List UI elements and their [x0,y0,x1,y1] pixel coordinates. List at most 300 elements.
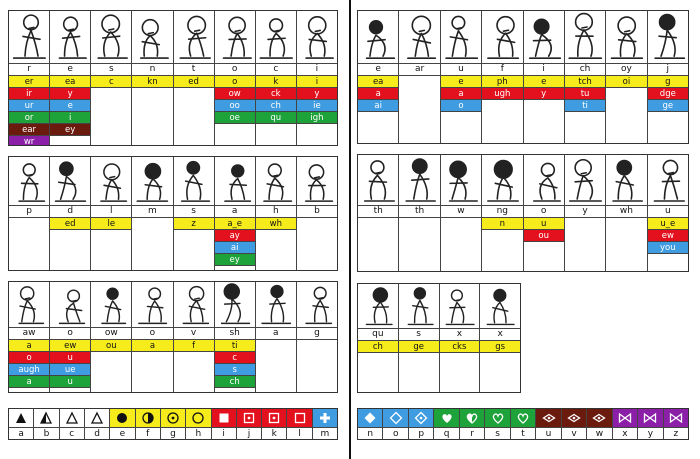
key-row [9,409,337,439]
phonogram-column [606,11,647,143]
spelling-chip: oo [215,100,255,112]
character-illustration-icon [480,284,520,328]
key-letter: k [271,429,277,439]
spelling-chip: i [297,76,337,88]
spelling-chip: tch [565,76,605,88]
spelling-chip: ti [565,100,605,112]
diamond-solid-icon [363,411,377,425]
sound-label: qu [358,329,398,341]
sound-label: a [256,328,296,340]
phonogram-column [565,11,606,143]
phonogram-column [91,11,132,145]
spelling-chip: ch [256,100,296,112]
spelling-chip: f [174,340,214,352]
sound-label: oy [606,64,646,76]
panel-columns [9,11,337,145]
key-row [358,409,688,439]
spelling-chip: er [9,76,49,88]
character-illustration-icon [9,282,49,327]
spelling-chip: u [524,218,564,230]
key-cell [34,409,59,439]
key-symbol [664,409,688,428]
triangle-solid-icon [14,411,28,425]
left-page [0,0,349,459]
spelling-chip: ir [9,88,49,100]
key-cell [212,409,237,439]
character-illustration-icon [441,11,481,63]
eye-icon [592,411,606,425]
character-illustration-icon [91,157,131,205]
picture-cell [399,155,439,206]
spelling-chip: ea [358,76,398,88]
phonogram-column [174,11,215,145]
character-illustration-icon [482,11,522,63]
picture-cell [132,157,172,206]
spelling-chip: ck [256,88,296,100]
spelling-chip: ea [50,76,90,88]
key-symbol [161,409,185,428]
spelling-chip: dge [648,88,688,100]
character-illustration-icon [91,11,131,63]
key-symbol [358,409,382,428]
picture-cell [441,155,481,206]
spelling-chip: n [482,218,522,230]
key-symbol [536,409,560,428]
sound-label: d [50,206,90,218]
character-illustration-icon [91,282,131,327]
picture-cell [482,155,522,206]
bowtie-icon [618,411,632,425]
panel-right-3 [357,283,521,393]
cross-icon [318,411,332,425]
spelling-chip: a [9,376,49,388]
spelling-chip: ew [50,340,90,352]
key-letter: y [647,429,654,439]
phonogram-column [524,11,565,143]
key-symbol [460,409,484,428]
picture-cell [524,155,564,206]
panel-columns [358,11,688,143]
character-illustration-icon [565,11,605,63]
key-symbol [34,409,58,428]
character-illustration-icon [524,155,564,205]
key-letter: p [418,429,425,439]
panel-columns [358,284,520,392]
key-symbol [485,409,509,428]
picture-cell [524,11,564,64]
sound-label: wh [606,206,646,218]
character-illustration-icon [256,11,296,63]
sound-label: t [174,64,214,76]
character-illustration-icon [50,282,90,327]
sound-label: b [297,206,337,218]
sound-label: w [441,206,481,218]
key-cell [536,409,561,439]
key-cell [511,409,536,439]
spelling-chip: ph [482,76,522,88]
key-letter: q [443,429,450,439]
key-letter: a [18,429,24,439]
phonogram-column [132,11,173,145]
sound-label: i [524,64,564,76]
character-illustration-icon [215,157,255,205]
character-illustration-icon [256,157,296,205]
character-illustration-icon [215,282,255,327]
sound-label: o [215,64,255,76]
spelling-chip: a [358,88,398,100]
spelling-chip: kn [132,76,172,88]
key-letter: r [470,429,474,439]
phonogram-column [297,282,337,392]
spelling-chip: wh [256,218,296,230]
phonogram-column [174,282,215,392]
key-symbol [313,409,337,428]
phonogram-column [215,11,256,145]
picture-cell [9,11,49,64]
spelling-chip: gs [480,341,520,353]
spelling-chip: ew [648,230,688,242]
key-cell [587,409,612,439]
spelling-chip: i [50,112,90,124]
key-symbol [287,409,311,428]
circle-solid-icon [115,411,129,425]
key-symbol [85,409,109,428]
character-illustration-icon [9,157,49,205]
phonogram-column [648,11,688,143]
character-illustration-icon [174,282,214,327]
character-illustration-icon [174,157,214,205]
key-letter: i [222,429,225,439]
character-illustration-icon [482,155,522,205]
picture-cell [9,282,49,328]
picture-cell [132,11,172,64]
key-cell [287,409,312,439]
picture-cell [399,11,439,64]
character-illustration-icon [524,11,564,63]
sound-label: u [441,64,481,76]
sound-label: th [399,206,439,218]
phonogram-column [482,155,523,271]
phonogram-column [399,284,440,392]
key-letter: j [247,429,251,439]
spelling-chip: wr [9,136,49,145]
key-symbol [9,409,33,428]
picture-cell [174,11,214,64]
phonogram-column [482,11,523,143]
spelling-chip: u [50,376,90,388]
key-letter: b [43,429,50,439]
picture-cell [297,157,337,206]
sound-label: o [132,328,172,340]
phonogram-column [358,11,399,143]
spelling-chip: a [9,340,49,352]
key-symbol [110,409,134,428]
key-symbol [136,409,160,428]
key-letter: t [521,429,525,439]
spelling-chip: ue [50,364,90,376]
character-illustration-icon [215,11,255,63]
key-strip-left [8,408,338,440]
character-illustration-icon [174,11,214,63]
picture-cell [256,11,296,64]
key-letter: m [320,429,330,439]
key-letter: o [392,429,399,439]
phonogram-column [256,282,297,392]
heart-outline-icon [491,411,505,425]
phonogram-column [565,155,606,271]
key-letter: w [595,429,604,439]
eye-icon [567,411,581,425]
key-letter: h [195,429,202,439]
spelling-chip: tu [565,88,605,100]
sound-label: f [482,64,522,76]
spelling-chip: k [256,76,296,88]
spelling-chip: ow [215,88,255,100]
sound-label: s [174,206,214,218]
picture-cell [648,11,688,64]
spelling-chip: o [215,76,255,88]
spelling-chip: y [297,88,337,100]
sound-label: y [565,206,605,218]
phonogram-column [358,284,399,392]
key-letter: d [94,429,100,439]
spelling-chip: ey [50,124,90,136]
picture-cell [215,11,255,64]
picture-cell [358,284,398,329]
picture-cell [441,11,481,64]
phonogram-column [441,11,482,143]
circle-dot-icon [166,411,180,425]
phonogram-column [648,155,688,271]
spelling-chip: le [91,218,131,230]
key-cell [313,409,337,439]
picture-cell [606,155,646,206]
key-symbol [186,409,210,428]
phonogram-column [524,155,565,271]
key-symbol [262,409,286,428]
character-illustration-icon [297,282,337,327]
character-illustration-icon [132,282,172,327]
key-cell [664,409,688,439]
key-letter: e [119,429,126,439]
phonogram-column [256,157,297,270]
key-letter: z [673,429,679,439]
key-symbol [511,409,535,428]
picture-cell [648,155,688,206]
sound-label: e [50,64,90,76]
panel-columns [358,155,688,271]
picture-cell [50,282,90,328]
sound-label: e [358,64,398,76]
sound-label: j [648,64,688,76]
phonogram-column [9,11,50,145]
character-illustration-icon [399,284,439,328]
sound-label: m [132,206,172,218]
panel-left-3 [8,281,338,393]
spelling-chip: ge [648,100,688,112]
sound-label: ar [399,64,439,76]
sound-label: a [215,206,255,218]
spelling-chip: c [215,352,255,364]
square-dot-icon [242,411,256,425]
phonogram-column [50,282,91,392]
bowtie-icon [669,411,683,425]
key-cell [358,409,383,439]
phonogram-column [132,282,173,392]
picture-cell [358,155,398,206]
key-strip-right [357,408,689,440]
character-illustration-icon [256,282,296,327]
key-cell [237,409,262,439]
phonogram-column [9,282,50,392]
key-cell [186,409,211,439]
character-illustration-icon [399,155,439,205]
key-cell [9,409,34,439]
key-symbol [237,409,261,428]
panel-right-2 [357,154,689,272]
spelling-chip: oi [606,76,646,88]
spelling-chip: ed [174,76,214,88]
sound-label: ow [91,328,131,340]
picture-cell [440,284,480,329]
spelling-chip: y [524,88,564,100]
phonogram-column [91,282,132,392]
key-cell [460,409,485,439]
phonogram-column [50,157,91,270]
phonogram-column [50,11,91,145]
picture-cell [50,11,90,64]
key-symbol [613,409,637,428]
eye-icon [542,411,556,425]
phonogram-column [132,157,173,270]
key-symbol [562,409,586,428]
phonogram-column [441,155,482,271]
spelling-chip: augh [9,364,49,376]
spelling-chip: ie [297,100,337,112]
key-cell [434,409,459,439]
panel-left-1 [8,10,338,146]
sound-label: g [297,328,337,340]
sound-label: p [9,206,49,218]
character-illustration-icon [440,284,480,328]
key-symbol [434,409,458,428]
key-letter: n [367,429,374,439]
spelling-chip: ch [215,376,255,388]
spelling-chip: a [132,340,172,352]
picture-cell [50,157,90,206]
spelling-chip: ur [9,100,49,112]
picture-cell [9,157,49,206]
spelling-chip: ai [358,100,398,112]
picture-cell [358,11,398,64]
spelling-chip: qu [256,112,296,124]
spelling-chip: cks [440,341,480,353]
sound-label: r [9,64,49,76]
spelling-chip: ch [358,341,398,353]
key-cell [110,409,135,439]
key-cell [383,409,408,439]
key-cell [85,409,110,439]
square-solid-icon [217,411,231,425]
picture-cell [256,282,296,328]
sound-label: sh [215,328,255,340]
sound-label: ng [482,206,522,218]
spelling-chip: ou [91,340,131,352]
square-outline-icon [293,411,307,425]
character-illustration-icon [606,155,646,205]
square-dot-icon [267,411,281,425]
picture-cell [91,282,131,328]
sound-label: n [132,64,172,76]
spelling-chip: a_e [215,218,255,230]
phonogram-column [297,11,337,145]
spelling-chip: ed [50,218,90,230]
key-cell [562,409,587,439]
panel-columns [9,282,337,392]
picture-cell [565,11,605,64]
phonogram-column [215,282,256,392]
picture-cell [91,11,131,64]
sound-label: o [524,206,564,218]
spelling-chip: or [9,112,49,124]
key-symbol [212,409,236,428]
character-illustration-icon [399,11,439,63]
key-cell [136,409,161,439]
picture-cell [482,11,522,64]
picture-cell [480,284,520,329]
key-symbol [383,409,407,428]
character-illustration-icon [648,11,688,63]
phonogram-column [174,157,215,270]
spelling-chip: ge [399,341,439,353]
panel-right-1 [357,10,689,144]
circle-half-icon [141,411,155,425]
picture-cell [91,157,131,206]
key-symbol [409,409,433,428]
phonogram-column [9,157,50,270]
picture-cell [215,282,255,328]
spelling-chip: o [9,352,49,364]
phonogram-column [480,284,520,392]
spelling-chip: c [91,76,131,88]
character-illustration-icon [358,284,398,328]
key-cell [613,409,638,439]
key-letter: v [571,429,577,439]
heart-half-icon [465,411,479,425]
picture-cell [256,157,296,206]
spelling-chip: e [50,100,90,112]
key-cell [60,409,85,439]
sound-label: s [399,329,439,341]
circle-outline-icon [191,411,205,425]
spelling-chip: ey [215,254,255,266]
spelling-chip: you [648,242,688,254]
sound-label: ch [565,64,605,76]
character-illustration-icon [358,11,398,63]
sound-label: v [174,328,214,340]
key-symbol [587,409,611,428]
panel-columns [9,157,337,270]
sound-label: i [297,64,337,76]
character-illustration-icon [50,157,90,205]
spelling-chip: ear [9,124,49,136]
triangle-half-icon [39,411,53,425]
phonogram-column [399,11,440,143]
phonogram-column [215,157,256,270]
key-cell [161,409,186,439]
sound-label: x [440,329,480,341]
right-page [351,0,700,459]
